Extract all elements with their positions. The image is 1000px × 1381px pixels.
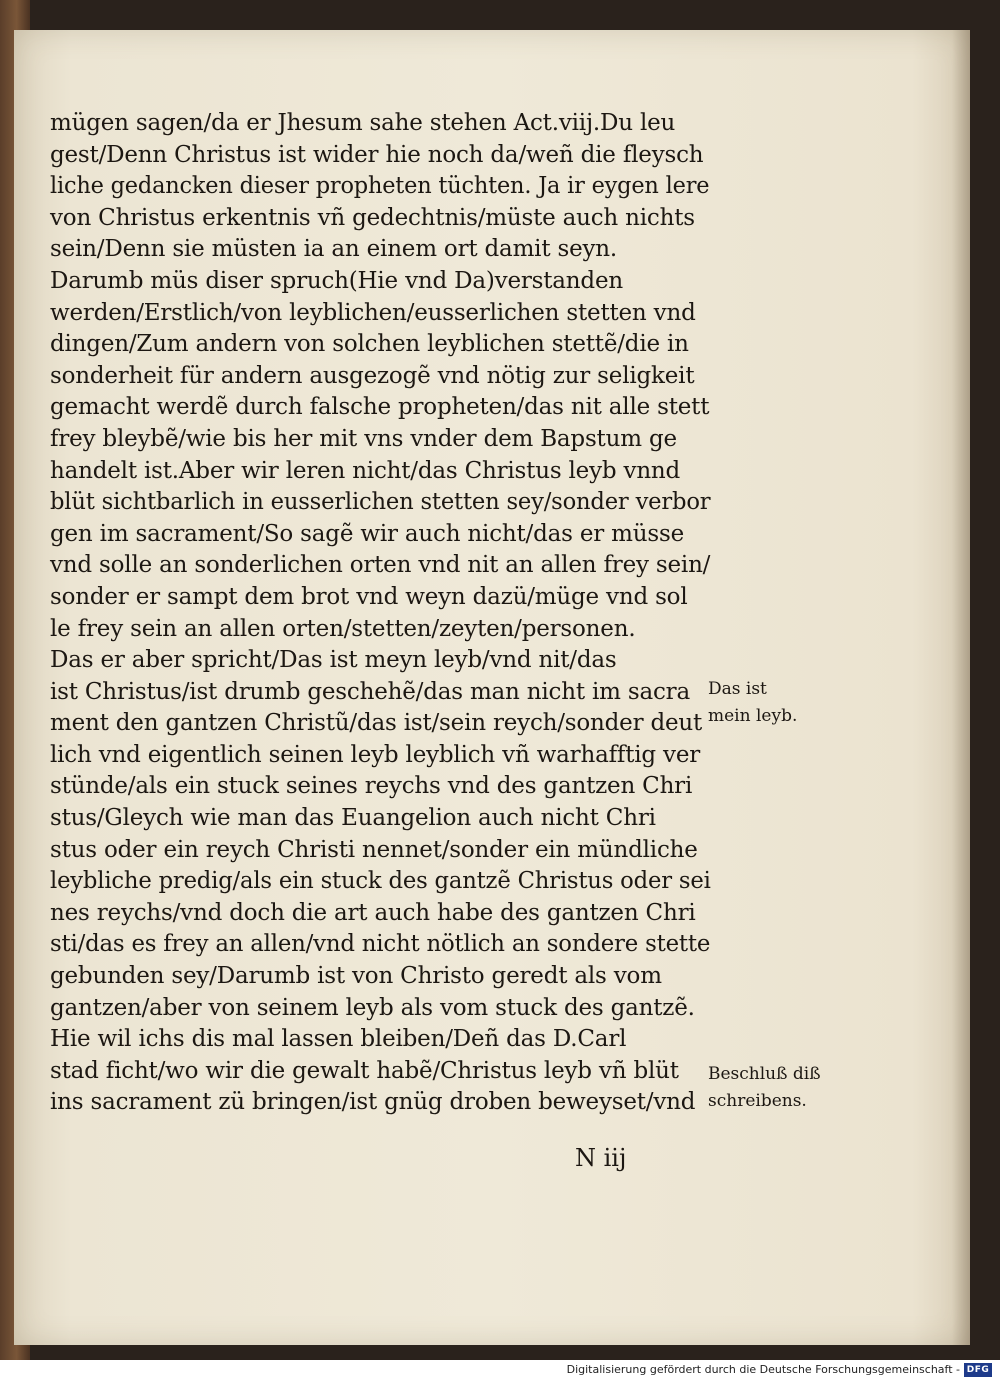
text-line: gemacht werdẽ durch falsche propheten/das nit alle stett (50, 394, 710, 421)
margin-note-line: Das ist (708, 679, 767, 699)
text-line: sein/Denn sie müsten ia an einem ort damit seyn. (50, 236, 618, 263)
margin-note-beschluss (708, 1061, 821, 1115)
text-line: sti/das es frey an allen/vnd nicht nötlich an sondere stette (50, 931, 711, 958)
text-line: frey bleybẽ/wie bis her mit vns vnder dem Bapstum ge (50, 425, 677, 452)
funding-credit: Digitalisierung gefördert durch die Deutsche Forschungsgemeinschaft - (566, 1363, 960, 1376)
text-line: ment den gantzen Christũ/das ist/sein reych/sonder deut (50, 710, 703, 737)
text-line: blüt sichtbarlich in eusserlichen stetten sey/sonder verbor (50, 489, 711, 516)
text-line: Darumb müs diser spruch(Hie vnd Da)verstanden (50, 267, 623, 294)
text-line: leybliche predig/als ein stuck des gantzẽ Christus oder sei (50, 868, 711, 895)
text-line: nes reychs/vnd doch die art auch habe des gantzen Chri (50, 899, 696, 926)
text-line: Das er aber spricht/Das ist meyn leyb/vnd nit/das (50, 647, 617, 674)
text-line: lich vnd eigentlich seinen leyb leyblich vñ warhafftig ver (50, 741, 701, 768)
text-line: liche gedancken dieser propheten tüchten. Ja ir eygen lere (50, 173, 710, 200)
text-line: gen im sacrament/So sagẽ wir auch nicht/das er müsse (50, 520, 684, 547)
signature-mark: N iij (575, 1144, 627, 1172)
footer-bar (0, 1360, 1000, 1381)
text-line: stus oder ein reych Christi nennet/sonder ein mündliche (50, 836, 698, 863)
text-line: Hie wil ichs dis mal lassen bleiben/Deñ das D.Carl (50, 1026, 627, 1053)
text-line: handelt ist.Aber wir leren nicht/das Christus leyb vnnd (50, 457, 681, 484)
margin-note-line: Beschluß diß (708, 1064, 821, 1084)
text-line: stad ficht/wo wir die gewalt habẽ/Christus leyb vñ blüt (50, 1057, 679, 1084)
text-line: gantzen/aber von seinem leyb als vom stuck des gantzẽ. (50, 994, 695, 1021)
text-line: sonder er sampt dem brot vnd weyn dazü/müge vnd sol (50, 583, 688, 610)
text-line: gebunden sey/Darumb ist von Christo geredt als vom (50, 963, 662, 990)
text-line: stus/Gleych wie man das Euangelion auch nicht Chri (50, 805, 656, 832)
dfg-logo: DFG (964, 1363, 992, 1377)
text-line: dingen/Zum andern von solchen leyblichen stettẽ/die in (50, 331, 689, 358)
text-line: von Christus erkentnis vñ gedechtnis/müste auch nichts (50, 204, 695, 231)
text-line: gest/Denn Christus ist wider hie noch da/weñ die fleysch (50, 141, 704, 168)
text-line: ins sacrament zü bringen/ist gnüg droben beweyset/vnd (50, 1089, 696, 1116)
margin-note-das-ist-mein-leyb (708, 676, 797, 730)
margin-note-line: schreibens. (708, 1091, 807, 1111)
text-line: le frey sein an allen orten/stetten/zeyten/personen. (50, 615, 636, 642)
margin-note-line: mein leyb. (708, 706, 798, 726)
page-edge-shadow (952, 30, 970, 1345)
text-line: sonderheit für andern ausgezogẽ vnd nötig zur seligkeit (50, 362, 695, 389)
text-line: vnd solle an sonderlichen orten vnd nit an allen frey sein/ (50, 552, 711, 579)
main-text-block (50, 108, 710, 1119)
text-line: stünde/als ein stuck seines reychs vnd des gantzen Chri (50, 773, 693, 800)
text-line: mügen sagen/da er Jhesum sahe stehen Act.viij.Du leu (50, 110, 676, 136)
text-line: ist Christus/ist drumb geschehẽ/das man nicht im sacra (50, 678, 690, 705)
text-line: werden/Erstlich/von leyblichen/eusserlichen stetten vnd (50, 299, 696, 326)
